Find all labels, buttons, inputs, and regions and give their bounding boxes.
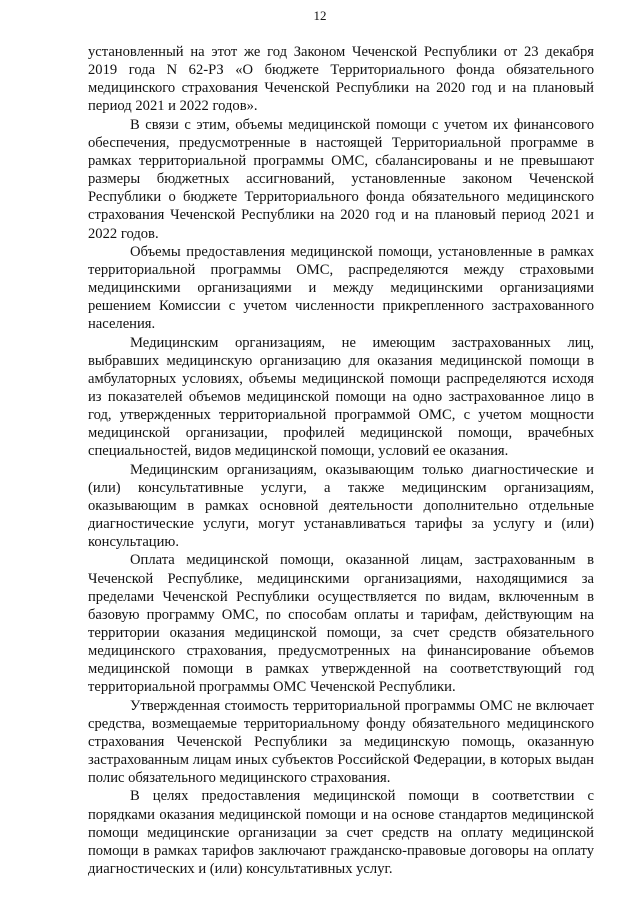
- paragraph-no-insured-organizations: Медицинским организациям, не имеющим застрахованных лиц, выбравших медицинскую организацию для оказания медицинской помощи в амбулаторных условиях, объемы медицинской помощи распределяются исходя из показателей объемов медицинской помощи на одно застрахованное лицо в год, утвержденных территориальной программой ОМС, с учетом мощности медицинской организации, профилей медицинской помощи, врачебных специальностей, видов медицинской помощи, условий ее оказания.: [88, 334, 594, 460]
- page-number: 12: [313, 8, 327, 23]
- paragraph-program-cost: Утвержденная стоимость территориальной программы ОМС не включает средства, возмещаемые территориальному фонду обязательного медицинского страхования Чеченской Республики за медицинскую помощь, оказанную застрахованным лицам иных субъектов Российской Федерации, в которых выдан полис обязательного медицинского страхования.: [88, 697, 594, 787]
- paragraph-diagnostic-services-tariffs: Медицинским организациям, оказывающим только диагностические и (или) консультативные услуги, а также медицинским организациям, оказывающим в рамках основной деятельности дополнительно отдельные диагностические услуги, могут устанавливаться тарифы за услугу и (или) консультацию.: [88, 461, 594, 551]
- document-body: [88, 43, 594, 878]
- paragraph-volumes-distribution: Объемы предоставления медицинской помощи, установленные в рамках территориальной программы ОМС, распределяются между страховыми медицинскими организациями и между медицинскими организациями решением Комиссии с учетом численности прикрепленного застрахованного населения.: [88, 243, 594, 333]
- paragraph-continuation: установленный на этот же год Законом Чеченской Республики от 23 декабря 2019 года N 62-РЗ «О бюджете Территориального фонда обязательного медицинского страхования Чеченской Республики на 2020 год и на плановый период 2021 и 2022 годов».: [88, 44, 594, 115]
- paragraph-out-of-region-payment: Оплата медицинской помощи, оказанной лицам, застрахованным в Чеченской Республике, медицинскими организациями, находящимися за пределами Чеченской Республики осуществляется по видам, включенным в базовую программу ОМС, по способам оплаты и тарифам, действующим на территории оказания медицинской помощи, за счет средств обязательного медицинского страхования, предусмотренных на финансирование объемов медицинской помощи в рамках утвержденной на соответствующий год территориальной программы ОМС Чеченской Республики.: [88, 552, 594, 696]
- paragraph-volumes-balanced: В связи с этим, объемы медицинской помощи с учетом их финансового обеспечения, предусмотренные в настоящей Территориальной программе в рамках территориальной программы ОМС, сбалансированы и не превышают размеры бюджетных ассигнований, установленные законом Чеченской Республики о бюджете Территориального фонда обязательного медицинского страхования Чеченской Республики на 2020 год и на плановый период 2021 и 2022 годов.: [88, 116, 594, 242]
- paragraph-civil-contracts: В целях предоставления медицинской помощи в соответствии с порядками оказания медицинской помощи и на основе стандартов медицинской помощи медицинские организации за счет средств на оплату медицинской помощи в рамках тарифов заключают гражданско-правовые договоры на оплату диагностических и (или) консультативных услуг.: [88, 788, 594, 878]
